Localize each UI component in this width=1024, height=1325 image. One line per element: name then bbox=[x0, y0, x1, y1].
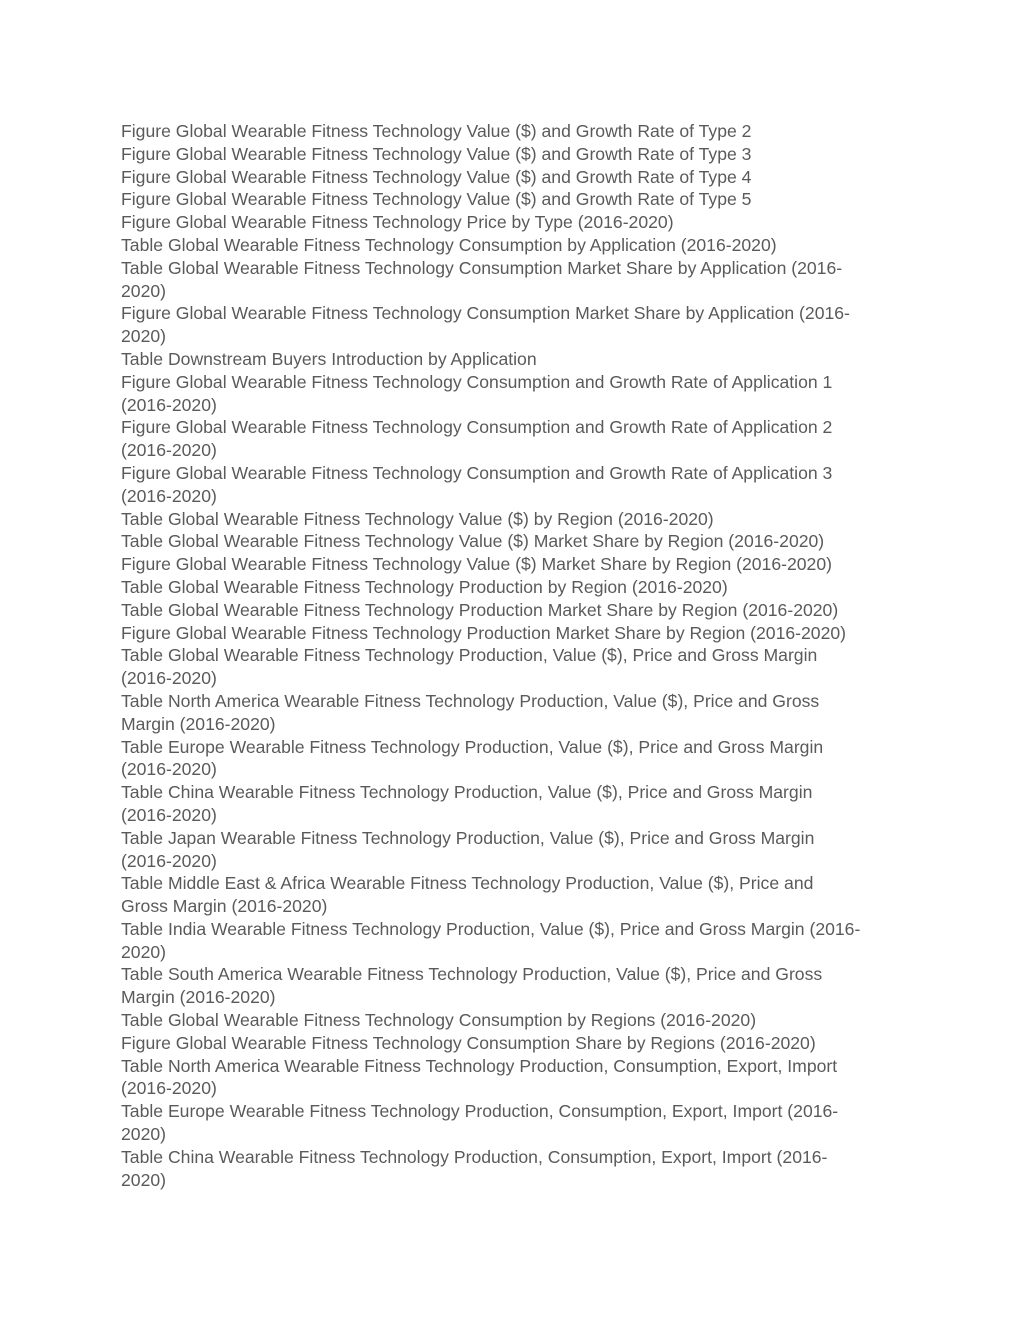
list-item bbox=[121, 599, 911, 622]
list-item-text-line: 2020) bbox=[121, 1124, 166, 1145]
list-of-tables-and-figures bbox=[121, 120, 911, 1191]
list-item bbox=[121, 918, 911, 964]
list-item-text-line: Figure Global Wearable Fitness Technology Production Market Share by Region (2016-2020) bbox=[121, 622, 847, 643]
list-item-text-line: (2016-2020) bbox=[121, 485, 217, 506]
list-item bbox=[121, 257, 911, 303]
list-item-text-line: Table Global Wearable Fitness Technology Value ($) Market Share by Region (2016-2020) bbox=[121, 531, 825, 552]
list-item bbox=[121, 530, 911, 553]
list-item bbox=[121, 143, 911, 166]
list-item-text-line: Figure Global Wearable Fitness Technology Consumption and Growth Rate of Application 2 bbox=[121, 417, 833, 438]
list-item-text-line: Table Global Wearable Fitness Technology Value ($) by Region (2016-2020) bbox=[121, 508, 714, 529]
list-item bbox=[121, 166, 911, 189]
list-item bbox=[121, 827, 911, 873]
list-item-text-line: (2016-2020) bbox=[121, 850, 217, 871]
list-item-text-line: Figure Global Wearable Fitness Technology Value ($) and Growth Rate of Type 5 bbox=[121, 189, 752, 210]
list-item-text-line: Table China Wearable Fitness Technology Production, Value ($), Price and Gross Margin bbox=[121, 782, 813, 803]
list-item bbox=[121, 302, 911, 348]
document-page bbox=[121, 120, 911, 1191]
list-item-text-line: Table Global Wearable Fitness Technology Consumption by Regions (2016-2020) bbox=[121, 1010, 757, 1031]
list-item bbox=[121, 462, 911, 508]
list-item bbox=[121, 1032, 911, 1055]
list-item bbox=[121, 188, 911, 211]
list-item-text-line: Table Global Wearable Fitness Technology Production Market Share by Region (2016-2020) bbox=[121, 599, 839, 620]
list-item-text-line: Table Middle East & Africa Wearable Fitness Technology Production, Value ($), Price and bbox=[121, 873, 814, 894]
list-item-text-line: Figure Global Wearable Fitness Technology Consumption and Growth Rate of Application 3 bbox=[121, 462, 833, 483]
list-item bbox=[121, 1055, 911, 1101]
list-item-text-line: Figure Global Wearable Fitness Technology Consumption Market Share by Application (2016- bbox=[121, 303, 850, 324]
list-item bbox=[121, 553, 911, 576]
list-item bbox=[121, 234, 911, 257]
list-item-text-line: Table Europe Wearable Fitness Technology Production, Consumption, Export, Import (2016- bbox=[121, 1101, 839, 1122]
list-item bbox=[121, 690, 911, 736]
list-item bbox=[121, 781, 911, 827]
list-item-text-line: Figure Global Wearable Fitness Technology Value ($) and Growth Rate of Type 4 bbox=[121, 166, 752, 187]
list-item-text-line: (2016-2020) bbox=[121, 440, 217, 461]
list-item bbox=[121, 1009, 911, 1032]
list-item-text-line: Table Global Wearable Fitness Technology Consumption Market Share by Application (2016- bbox=[121, 257, 843, 278]
list-item-text-line: Figure Global Wearable Fitness Technology Value ($) and Growth Rate of Type 2 bbox=[121, 121, 752, 141]
list-item-text-line: 2020) bbox=[121, 941, 166, 962]
list-item-text-line: 2020) bbox=[121, 280, 166, 301]
list-item bbox=[121, 1146, 911, 1192]
list-item-text-line: Table Global Wearable Fitness Technology Production, Value ($), Price and Gross Margin bbox=[121, 645, 818, 666]
list-item-text-line: Table Europe Wearable Fitness Technology Production, Value ($), Price and Gross Margin bbox=[121, 736, 824, 757]
list-item-text-line: (2016-2020) bbox=[121, 394, 217, 415]
list-item-text-line: (2016-2020) bbox=[121, 668, 217, 689]
list-item bbox=[121, 736, 911, 782]
list-item bbox=[121, 416, 911, 462]
list-item-text-line: Margin (2016-2020) bbox=[121, 713, 276, 734]
list-item-text-line: Table India Wearable Fitness Technology Production, Value ($), Price and Gross Margin (2016- bbox=[121, 918, 861, 939]
list-item bbox=[121, 622, 911, 645]
list-item-text-line: (2016-2020) bbox=[121, 759, 217, 780]
list-item bbox=[121, 576, 911, 599]
list-item-text-line: Figure Global Wearable Fitness Technology Value ($) Market Share by Region (2016-2020) bbox=[121, 554, 832, 575]
list-item bbox=[121, 1100, 911, 1146]
list-item-text-line: Figure Global Wearable Fitness Technology Value ($) and Growth Rate of Type 3 bbox=[121, 143, 752, 164]
list-item-text-line: 2020) bbox=[121, 326, 166, 347]
list-item-text-line: Table Japan Wearable Fitness Technology Production, Value ($), Price and Gross Margin bbox=[121, 827, 815, 848]
list-item bbox=[121, 644, 911, 690]
list-item bbox=[121, 963, 911, 1009]
list-item-text-line: (2016-2020) bbox=[121, 1078, 217, 1099]
list-item-text-line: 2020) bbox=[121, 1169, 166, 1190]
list-item-text-line: Table China Wearable Fitness Technology Production, Consumption, Export, Import (2016- bbox=[121, 1146, 828, 1167]
list-item-text-line: Table North America Wearable Fitness Technology Production, Consumption, Export, Import bbox=[121, 1055, 838, 1076]
list-item bbox=[121, 120, 911, 143]
list-item-text-line: Table North America Wearable Fitness Technology Production, Value ($), Price and Gross bbox=[121, 690, 820, 711]
list-item-text-line: (2016-2020) bbox=[121, 804, 217, 825]
list-item-text-line: Figure Global Wearable Fitness Technology Consumption and Growth Rate of Application 1 bbox=[121, 371, 833, 392]
list-item-text-line: Table Global Wearable Fitness Technology Consumption by Application (2016-2020) bbox=[121, 234, 777, 255]
list-item bbox=[121, 508, 911, 531]
list-item bbox=[121, 371, 911, 417]
list-item-text-line: Margin (2016-2020) bbox=[121, 987, 276, 1008]
list-item bbox=[121, 872, 911, 918]
list-item-text-line: Figure Global Wearable Fitness Technology Consumption Share by Regions (2016-2020) bbox=[121, 1032, 816, 1053]
list-item-text-line: Gross Margin (2016-2020) bbox=[121, 896, 328, 917]
list-item bbox=[121, 211, 911, 234]
list-item-text-line: Table Downstream Buyers Introduction by Application bbox=[121, 348, 537, 369]
list-item-text-line: Table Global Wearable Fitness Technology Production by Region (2016-2020) bbox=[121, 576, 728, 597]
list-item-text-line: Table South America Wearable Fitness Technology Production, Value ($), Price and Gross bbox=[121, 964, 823, 985]
list-item-text-line: Figure Global Wearable Fitness Technology Price by Type (2016-2020) bbox=[121, 212, 674, 233]
list-item bbox=[121, 348, 911, 371]
